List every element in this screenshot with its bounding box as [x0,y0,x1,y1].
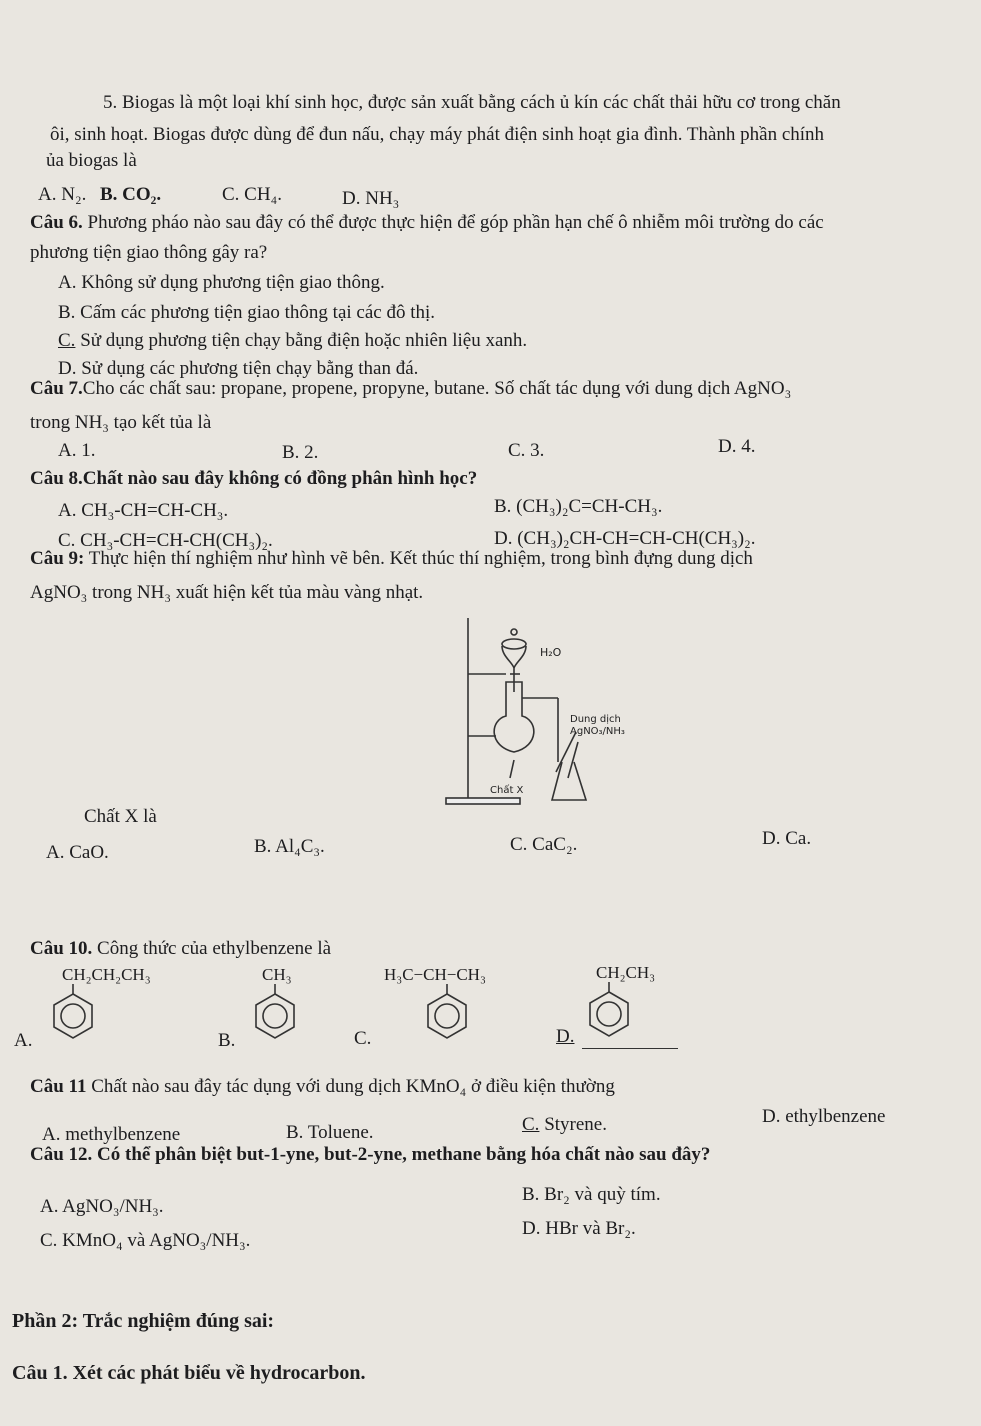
q8-option-d: D. (CH₃)₂CH-CH=CH-CH(CH₃)₂. [494,528,756,549]
q7-option-d: D. 4. [718,436,756,457]
q11-option-c [522,1114,607,1136]
part2-q1-line1 [12,1362,366,1384]
q11-option-c-text: Styrene. [544,1114,607,1135]
q8-line1 [30,468,477,490]
q12-option-b: B. Br₂ và quỳ tím. [522,1184,661,1205]
q8-text-a: Chất nào sau đây [82,468,229,489]
q5-line2: ôi, sinh hoạt. Biogas được dùng để đun nấu, chạy máy phát điện sinh hoạt gia đình. Thành phần chính [50,124,825,145]
q10-option-d-answer: D. [556,1026,575,1047]
fig-label-solution-1: Dung dịch [570,714,621,725]
q11-answer-marker: C. [522,1114,540,1135]
q8-text-negation: không [228,468,280,489]
q6-option-b: B. Cấm các phương tiện giao thông tại các đô thị. [58,302,436,323]
q5-line3: ủa biogas là [46,150,137,171]
fig-label-substance-x: Chất X [490,785,524,796]
q9-option-b: B. Al₄C₃. [254,836,325,857]
q9-option-d: D. Ca. [762,828,812,849]
q10-sub-c: H₃C−CH−CH₃ [384,965,486,984]
fig-label-solution-2: AgNO₃/NH₃ [570,726,625,737]
q12-line1 [30,1144,710,1166]
q12-option-a: A. AgNO₃/NH₃. [40,1196,164,1217]
q8-label: Câu 8. [30,468,83,489]
q8-option-a: A. CH₃-CH=CH-CH₃. [58,500,229,521]
q6-answer-marker: C. [58,330,76,351]
q11-label: Câu 11 [30,1076,87,1097]
q8-option-b: B. (CH₃)₂C=CH-CH₃. [494,496,663,517]
fig-label-water: H₂O [540,646,562,659]
benzene-ring-c-icon [422,984,472,1040]
q8-text-c: có đồng phân hình học? [279,468,478,489]
q6-text: Phương pháo nào sau đây có thể được thực hiện để góp phần hạn chế ô nhiễm môi trường do các [87,212,824,233]
q9-option-c: C. CaC₂. [510,834,578,855]
q10-option-b: B. [218,1030,236,1051]
q5-line1: 5. Biogas là một loại khí sinh học, được sản xuất bằng cách ủ kín các chất thải hữu cơ trong chăn [103,92,841,113]
q6-option-a: A. Không sử dụng phương tiện giao thông. [58,272,385,293]
experiment-apparatus-figure [440,612,670,812]
q11-option-a: A. methylbenzene [42,1124,181,1145]
q5-option-a: A. N₂. [38,184,87,205]
q5-option-b: B. CO₂. [100,184,162,205]
q7-option-a: A. 1. [58,440,96,461]
q5-option-c: C. CH₄. [222,184,282,205]
q10-line1 [30,938,331,960]
q10-text: Công thức của ethylbenzene là [97,938,332,959]
q12-text: Có thể phân biệt but-1-yne, but-2-yne, methane bằng hóa chất nào sau đây? [97,1144,711,1165]
q6-label: Câu 6. [30,212,83,233]
q11-option-d: D. ethylbenzene [762,1106,886,1127]
q10-sub-a: CH₂CH₂CH₃ [62,965,151,984]
q10-sub-b: CH₃ [262,965,292,984]
q11-line1 [30,1076,615,1098]
q10-option-a: A. [14,1030,33,1051]
q6-line1 [30,212,824,234]
q9-line1 [30,548,753,570]
q12-option-d: D. HBr và Br₂. [522,1218,636,1239]
q6-option-c-text: Sử dụng phương tiện chạy bằng điện hoặc nhiên liệu xanh. [80,330,528,351]
q10-sub-d: CH₂CH₃ [596,963,656,982]
q8-option-c: C. CH₃-CH=CH-CH(CH₃)₂. [58,530,273,551]
part2-title: Phần 2: Trắc nghiệm đúng sai: [12,1310,275,1332]
q11-text: Chất nào sau đây tác dụng với dung dịch KMnO₄ ở điều kiện thường [91,1076,615,1097]
q7-option-c: C. 3. [508,440,545,461]
benzene-ring-d-icon [584,982,634,1038]
benzene-ring-b-icon [250,984,300,1040]
q12-option-c: C. KMnO₄ và AgNO₃/NH₃. [40,1230,251,1251]
q6-option-c [58,330,527,352]
q7-label: Câu 7. [30,378,83,399]
q7-line2: trong NH₃ tạo kết tủa là [30,412,212,433]
q9-label: Câu 9: [30,548,85,569]
q10-answer-underline [582,1048,678,1049]
q6-option-d: D. Sử dụng các phương tiện chạy bằng than đá. [58,358,419,379]
q9-ask: Chất X là [84,806,157,827]
part2-q1-text: Xét các phát biểu về hydrocarbon. [72,1362,366,1384]
q9-option-a: A. CaO. [46,842,109,863]
q11-option-b: B. Toluene. [286,1122,374,1143]
benzene-ring-a-icon [48,984,98,1040]
q10-option-c: C. [354,1028,372,1049]
q6-line2: phương tiện giao thông gây ra? [30,242,268,263]
q10-label: Câu 10. [30,938,93,959]
q7-option-b: B. 2. [282,442,319,463]
q9-line2: AgNO₃ trong NH₃ xuất hiện kết tủa màu vàng nhạt. [30,582,424,603]
q9-text: Thực hiện thí nghiệm như hình vẽ bên. Kết thúc thí nghiệm, trong bình đựng dung dịch [88,548,753,569]
q12-label: Câu 12. [30,1144,93,1165]
q7-line1 [30,378,791,400]
q5-option-d: D. NH₃ [342,188,400,209]
q7-text: Cho các chất sau: propane, propene, propyne, butane. Số chất tác dụng với dung dịch AgNO₃ [82,378,792,399]
part2-q1-label: Câu 1. [12,1362,68,1384]
